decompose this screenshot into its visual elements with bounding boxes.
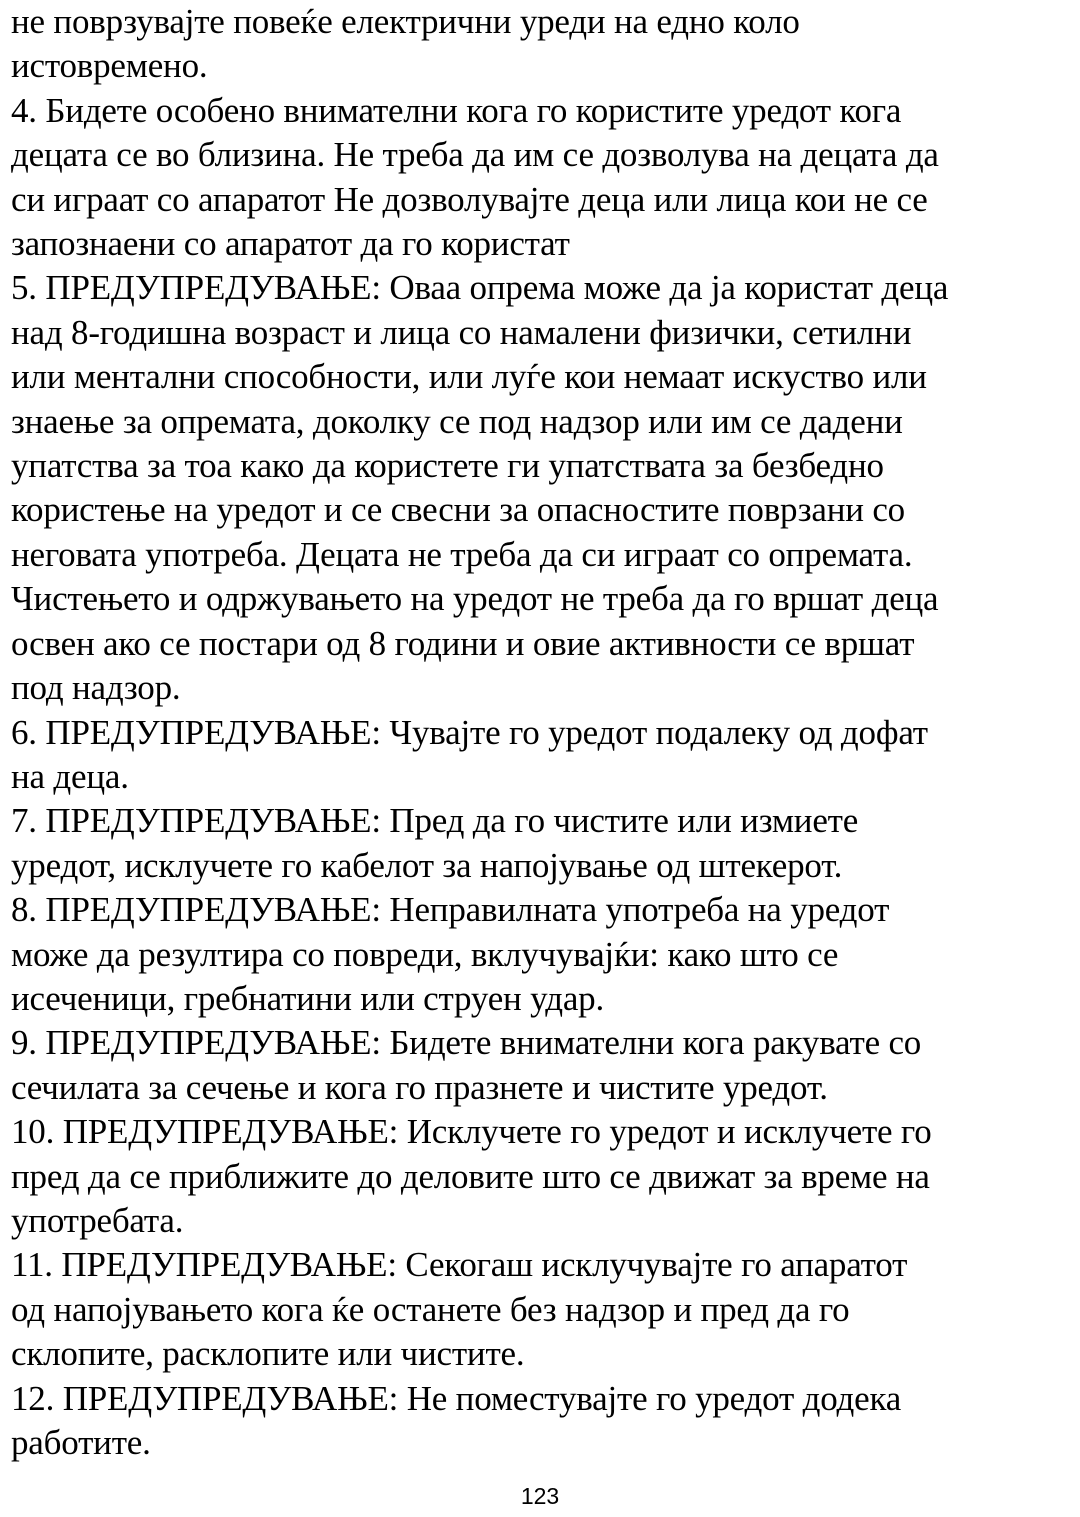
- text-line: исеченици, гребнатини или струен удар.: [11, 978, 605, 1018]
- text-line: уредот, исклучете го кабелот за напојување од штекерот.: [11, 845, 843, 885]
- text-line: над 8-годишна возраст и лица со намалени физички, сетилни: [11, 312, 912, 352]
- text-line: истовремено.: [11, 46, 208, 86]
- text-line: си играат со апаратот Не дозволувајте деца или лица кои не се: [11, 179, 928, 219]
- paragraph-item-12: [11, 1377, 1075, 1466]
- text-line: знаење за опремата, доколку се под надзор или им се дадени: [11, 401, 903, 441]
- text-line: од напојувањето кога ќе останете без надзор и пред да го: [11, 1289, 850, 1329]
- text-line: 10. ПРЕДУПРЕДУВАЊЕ: Исклучете го уредот и исклучете го: [11, 1112, 932, 1152]
- paragraph-item-11: [11, 1243, 1075, 1376]
- text-line: 9. ПРЕДУПРЕДУВАЊЕ: Бидете внимателни кога ракувате со: [11, 1023, 922, 1063]
- text-line: 5. ПРЕДУПРЕДУВАЊЕ: Оваа опрема може да ја користат деца: [11, 268, 949, 308]
- text-line: 12. ПРЕДУПРЕДУВАЊЕ: Не поместувајте го уредот додека: [11, 1378, 902, 1418]
- text-line: или ментални способности, или луѓе кои немаат искуство или: [11, 357, 927, 397]
- paragraph-item-7: [11, 799, 1075, 888]
- paragraph-item-4: [11, 89, 1075, 267]
- paragraph-item-10: [11, 1110, 1075, 1243]
- text-line: не поврзувајте повеќе електрични уреди на едно коло: [11, 2, 800, 41]
- text-line: може да резултира со повреди, вклучувајќи: како што се: [11, 934, 839, 974]
- text-line: неговата употреба. Децата не треба да си играат со опремата.: [11, 534, 913, 574]
- text-line: 11. ПРЕДУПРЕДУВАЊЕ: Секогаш исклучувајте го апаратот: [11, 1245, 908, 1285]
- text-line: користење на уредот и се свесни за опасностите поврзани со: [11, 490, 905, 530]
- text-line: 7. ПРЕДУПРЕДУВАЊЕ: Пред да го чистите или измиете: [11, 801, 859, 841]
- text-line: 4. Бидете особено внимателни кога го користите уредот кога: [11, 90, 902, 130]
- page-number: 123: [520, 1483, 560, 1509]
- text-line: склопите, расклопите или чистите.: [11, 1334, 525, 1374]
- text-line: 8. ПРЕДУПРЕДУВАЊЕ: Неправилната употреба на уредот: [11, 890, 890, 930]
- text-line: употребата.: [11, 1200, 184, 1240]
- text-line: пред да се приближите до деловите што се движат за време на: [11, 1156, 930, 1196]
- text-line: сечилата за сечење и кога го празнете и чистите уредот.: [11, 1067, 828, 1107]
- text-line: Чистењето и одржувањето на уредот не треба да го вршат деца: [11, 579, 939, 619]
- document-body: [11, 0, 1075, 1465]
- text-line: упатства за тоа како да користете ги упатствата за безбедно: [11, 446, 884, 486]
- text-line: работите.: [11, 1423, 151, 1462]
- text-line: децата се во близина. Не треба да им се дозволува на децата да: [11, 135, 939, 175]
- paragraph-item-8: [11, 888, 1075, 1021]
- text-line: под надзор.: [11, 668, 181, 708]
- paragraph-item-5: [11, 266, 1075, 710]
- paragraph-item-9: [11, 1021, 1075, 1110]
- paragraph-item-6: [11, 711, 1075, 800]
- text-line: на деца.: [11, 756, 129, 796]
- text-line: запознаени со апаратот да го користат: [11, 224, 570, 264]
- paragraph-continuation: [11, 0, 1075, 89]
- text-line: освен ако се постари од 8 години и овие активности се вршат: [11, 623, 915, 663]
- text-line: 6. ПРЕДУПРЕДУВАЊЕ: Чувајте го уредот подалеку од дофат: [11, 712, 928, 752]
